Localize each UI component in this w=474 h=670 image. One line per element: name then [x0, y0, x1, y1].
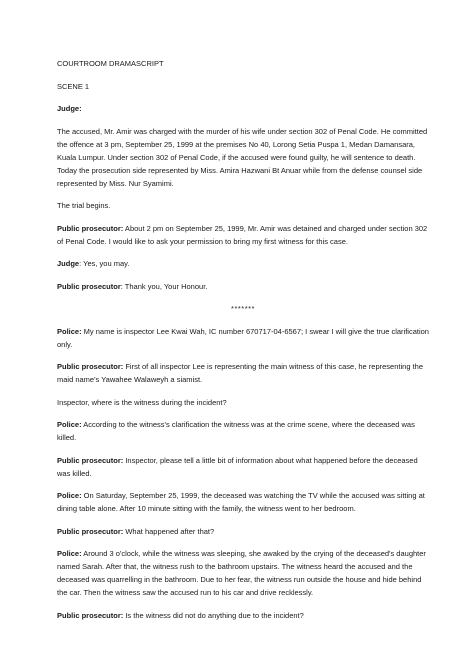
paragraph: [57, 360, 429, 386]
speaker-label: Public prosecutor: [57, 281, 121, 291]
document-body: [57, 57, 429, 631]
paragraph-text: : Thank you, Your Honour.: [120, 281, 208, 291]
paragraph: [57, 489, 429, 515]
paragraph-text: : Yes, you may.: [79, 259, 130, 268]
paragraph-text: About 2 pm on September 25, 1999, Mr. Amir was detained and charged under section 302 of Penal Code. I would like to ask your permission to bring my first witness for this case.: [57, 223, 428, 246]
scene-heading: SCENE 1: [57, 81, 90, 91]
speaker-label: Public prosecutor:: [57, 610, 124, 620]
paragraph: [57, 418, 429, 444]
paragraph-text: Inspector, please tell a little bit of information about what happened before the deceased was killed.: [57, 455, 418, 478]
paragraph: [57, 102, 429, 115]
paragraph-text: First of all inspector Lee is representing the main witness of this case, he representing the maid name's Yawahee Walaweyh a siamist.: [57, 362, 424, 384]
speaker-label: Police:: [57, 326, 82, 336]
paragraph: [57, 199, 429, 212]
paragraph: [57, 125, 429, 190]
paragraph-text: The accused, Mr. Amir was charged with the murder of his wife under section 302 of Penal Code. He committed the offence at 3 pm, September 25, 1999 at the premises No 40, Lorong Setia Puspa 1, Medan Damansara, Kuala Lumpur. Under section 302 of Penal Code, if the accused were found guilty, he will sentence to death. Today the prosecution side represented by Miss. Amira Hazwani Bt Anuar while from the defense counsel side represented by Miss. Nur Syamimi.: [57, 126, 428, 188]
paragraph: [57, 280, 429, 293]
speaker-label: Police:: [57, 420, 82, 429]
paragraph: [57, 396, 429, 409]
paragraph-text: Inspector, where is the witness during the incident?: [57, 397, 227, 407]
speaker-label: Public prosecutor:: [57, 362, 124, 371]
paragraph: [57, 257, 429, 270]
paragraph-text: Around 3 o'clock, while the witness was sleeping, she awaked by the crying of the deceased's daughter named Sarah. After that, the witness rush to the bathroom upstairs. The witness heard the accused and the deceased was quarrelling in the bathroom. Due to her fear, the witness run outside the house and hide behind the car. Then the witness saw the accused run to his car and drive recklessly.: [57, 549, 426, 597]
paragraph: [57, 609, 429, 622]
paragraph: [57, 525, 429, 538]
speaker-label: Police:: [57, 549, 82, 558]
paragraph: [57, 547, 429, 599]
speaker-label: Police:: [57, 491, 82, 500]
speaker-label: Public prosecutor:: [57, 455, 124, 465]
document-title: COURTROOM DRAMASCRIPT: [57, 59, 164, 68]
paragraph-text: The trial begins.: [57, 201, 111, 210]
paragraph: [57, 454, 429, 480]
paragraph: [57, 222, 429, 248]
paragraph-text: Is the witness did not do anything due to the incident?: [123, 610, 304, 620]
paragraph-text: According to the witness's clarification the witness was at the crime scene, where the deceased was killed.: [57, 420, 415, 442]
speaker-label: Public prosecutor:: [57, 223, 124, 233]
speaker-label: Judge:: [57, 104, 82, 113]
paragraph-text: On Saturday, September 25, 1999, the deceased was watching the TV while the accused was sitting at dining table alone. After 10 minute sitting with the family, the witness went to her bedroom.: [57, 491, 425, 513]
paragraph: [57, 325, 429, 351]
paragraph-text: My name is inspector Lee Kwai Wah, IC number 670717-04-6567; I swear I will give the true clarification only.: [57, 326, 429, 349]
speaker-label: Judge: [57, 259, 80, 268]
paragraph-text: What happened after that?: [123, 526, 215, 536]
speaker-label: Public prosecutor:: [57, 526, 124, 536]
section-break: *******: [231, 304, 255, 313]
